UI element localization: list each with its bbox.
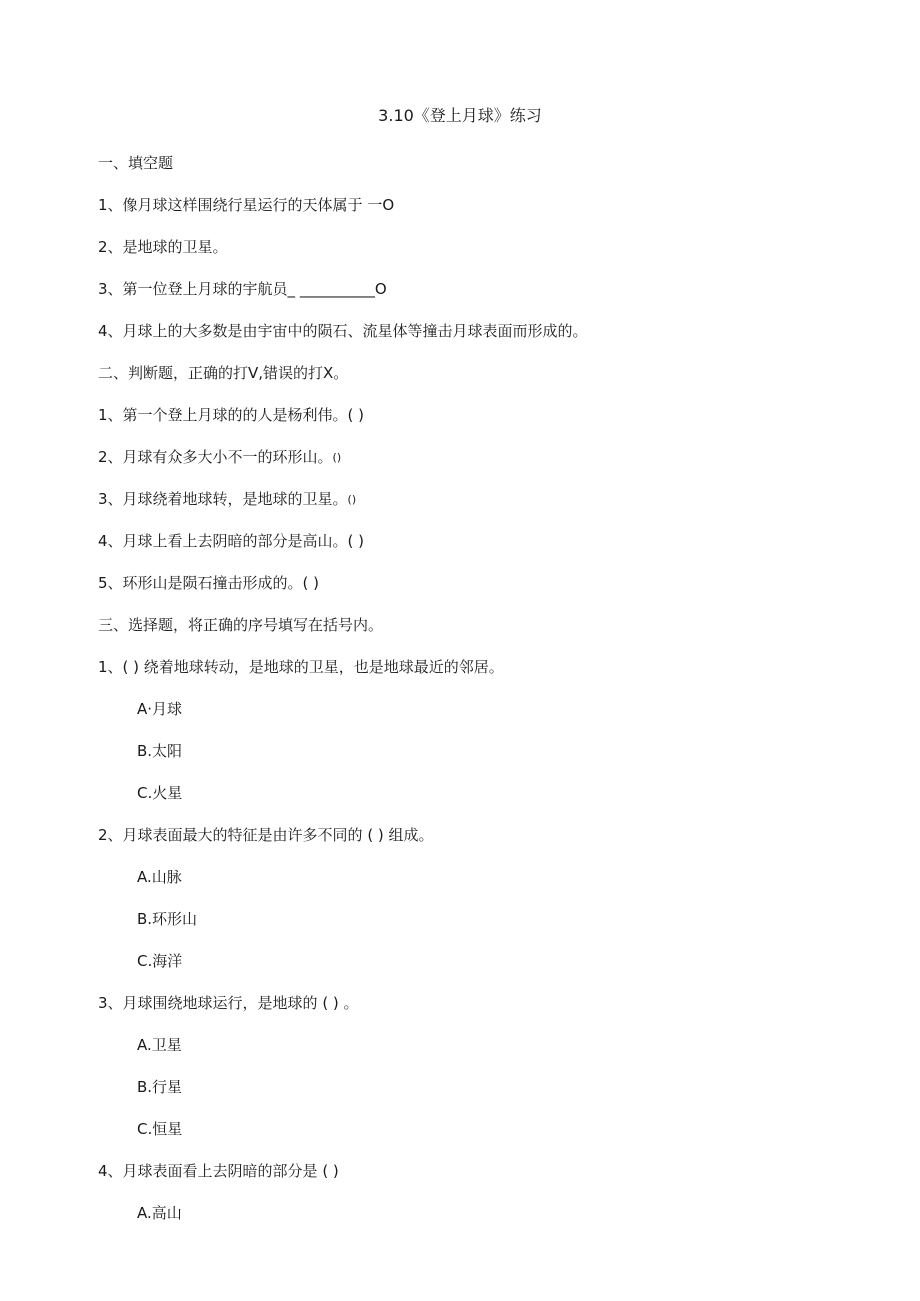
choice-q2: 2、月球表面最大的特征是由许多不同的 ( ) 组成。 (98, 826, 434, 844)
page-title: 3.10《登上月球》练习 (378, 106, 542, 125)
choice-q1: 1、( ) 绕着地球转动，是地球的卫星，也是地球最近的邻居。 (98, 658, 504, 676)
choice-q2-option-b: B.环形山 (137, 910, 198, 928)
true-false-q3 (98, 488, 356, 511)
section-heading-fill-blank: 一、填空题 (98, 154, 174, 172)
true-false-q2-text: 2、月球有众多大小不一的环形山。 (98, 448, 333, 466)
fill-blank-q3: 3、第一位登上月球的宇航员_ __________O (98, 280, 387, 298)
true-false-q3-text: 3、月球绕着地球转，是地球的卫星。 (98, 490, 348, 508)
choice-q1-option-c: C.火星 (137, 784, 183, 802)
choice-q3-option-c: C.恒星 (137, 1120, 183, 1138)
choice-q4-option-a: A.高山 (137, 1204, 182, 1222)
choice-q1-option-a: A·月球 (137, 700, 183, 718)
true-false-q3-paren: () (347, 493, 357, 506)
true-false-q2 (98, 446, 341, 469)
true-false-q5: 5、环形山是陨石撞击形成的。( ) (98, 574, 320, 592)
choice-q3: 3、月球围绕地球运行，是地球的 ( ) 。 (98, 994, 359, 1012)
fill-blank-q2: 2、是地球的卫星。 (98, 238, 228, 256)
section-heading-choice: 三、选择题，将正确的序号填写在括号内。 (98, 616, 384, 634)
section-heading-true-false: 二、判断题，正确的打V,错误的打X。 (98, 364, 349, 382)
choice-q3-option-b: B.行星 (137, 1078, 183, 1096)
fill-blank-q4: 4、月球上的大多数是由宇宙中的陨石、流星体等撞击月球表面而形成的。 (98, 322, 588, 340)
true-false-q2-paren: () (332, 451, 342, 464)
choice-q2-option-c: C.海洋 (137, 952, 183, 970)
fill-blank-q1: 1、像月球这样围绕行星运行的天体属于 一O (98, 196, 395, 214)
choice-q2-option-a: A.山脉 (137, 868, 182, 886)
choice-q3-option-a: A.卫星 (137, 1036, 182, 1054)
true-false-q4: 4、月球上看上去阴暗的部分是高山。( ) (98, 532, 365, 550)
true-false-q1: 1、第一个登上月球的的人是杨利伟。( ) (98, 406, 365, 424)
choice-q1-option-b: B.太阳 (137, 742, 183, 760)
choice-q4: 4、月球表面看上去阴暗的部分是 ( ) (98, 1162, 339, 1180)
